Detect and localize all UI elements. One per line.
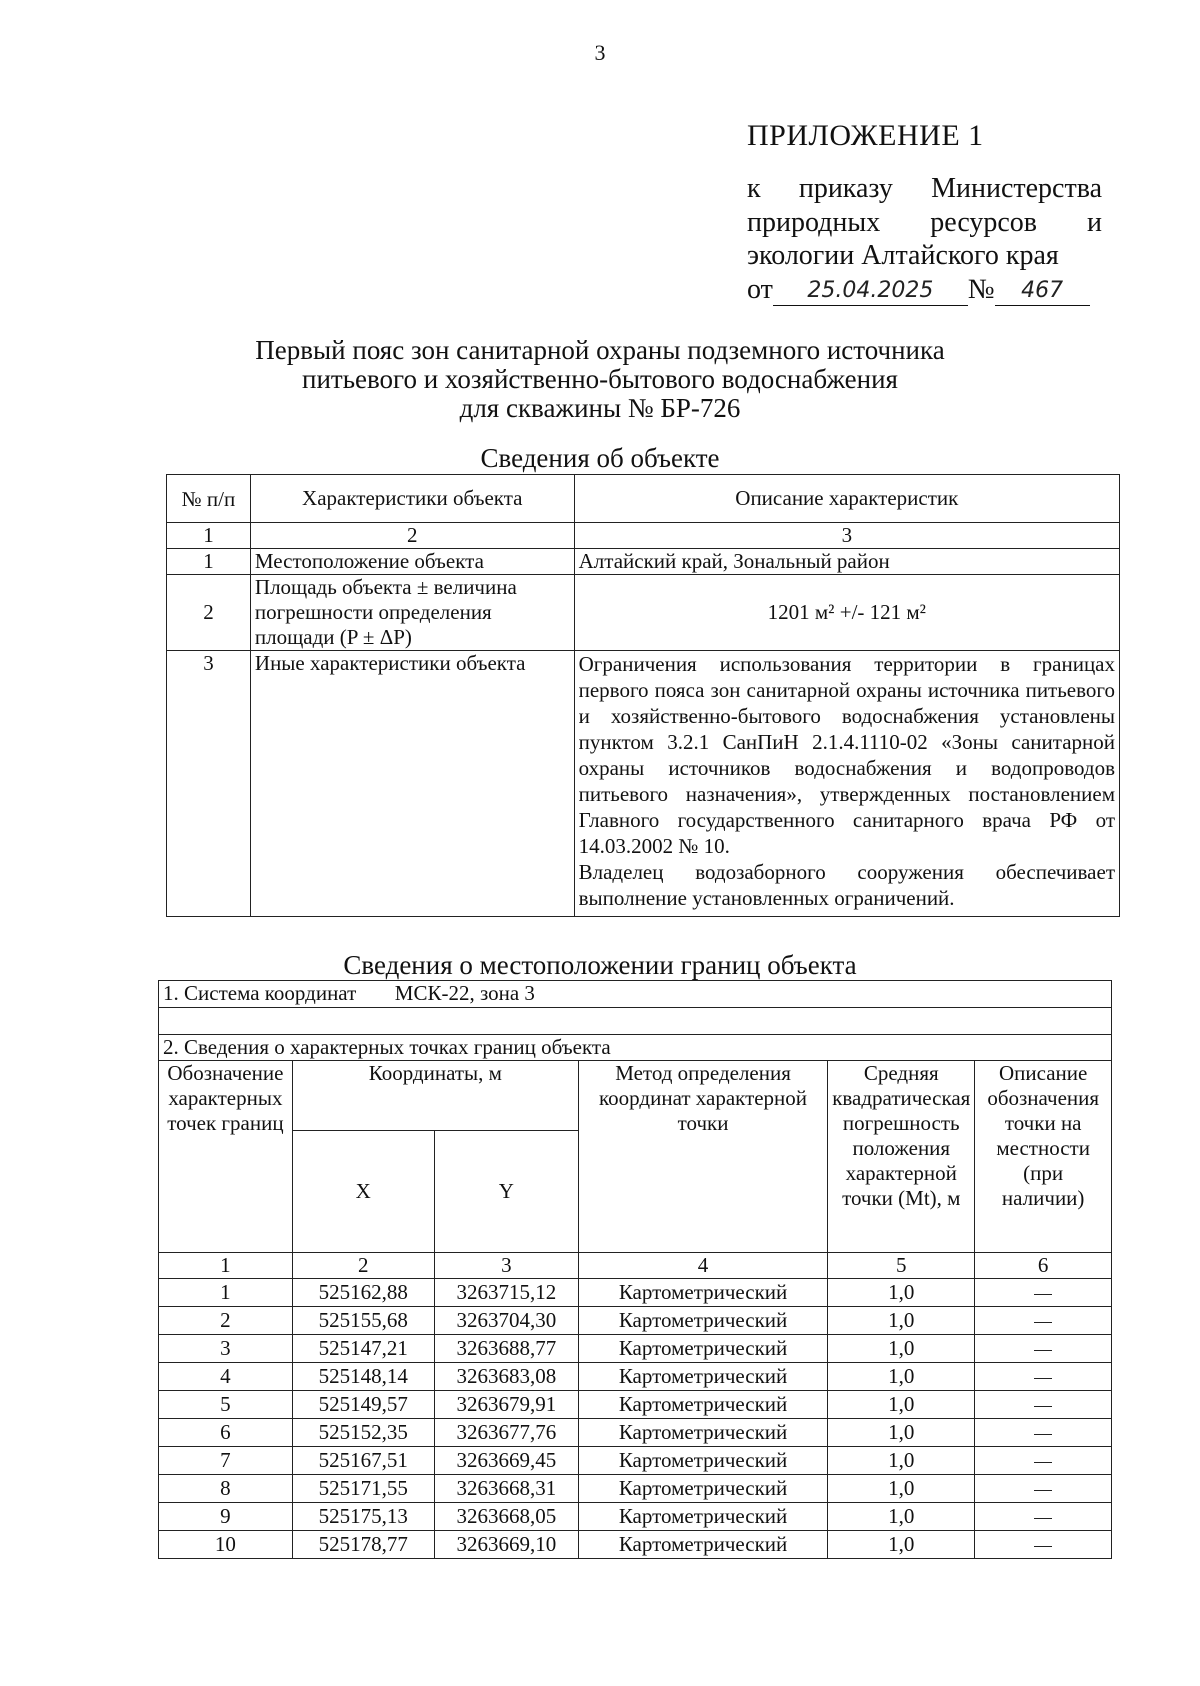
annex-line-2-c: и xyxy=(1087,206,1102,238)
dash-mark xyxy=(1034,1406,1052,1407)
document-title xyxy=(0,336,1200,423)
point-y: 3263679,91 xyxy=(434,1391,578,1419)
object-info-title: Сведения об объекте xyxy=(480,443,720,473)
point-x: 525152,35 xyxy=(292,1419,434,1447)
point-row xyxy=(159,1447,1112,1475)
annex-line-2-a: природных xyxy=(747,206,881,238)
bcolnum-5: 5 xyxy=(828,1253,975,1279)
point-x: 525149,57 xyxy=(292,1391,434,1419)
annex-line-1-c: Министерства xyxy=(931,173,1102,204)
object-info-header-row xyxy=(167,475,1120,523)
point-method: Картометрический xyxy=(578,1363,827,1391)
row-1-characteristic: Местоположение объекта xyxy=(250,549,574,575)
point-description xyxy=(975,1503,1112,1531)
point-method: Картометрический xyxy=(578,1419,827,1447)
point-id: 1 xyxy=(159,1279,293,1307)
point-row xyxy=(159,1391,1112,1419)
annex-line-2 xyxy=(747,206,1102,240)
point-id: 7 xyxy=(159,1447,293,1475)
object-info-row-1 xyxy=(167,549,1120,575)
point-mt: 1,0 xyxy=(828,1307,975,1335)
dash-mark xyxy=(1034,1546,1052,1547)
header-num: № п/п xyxy=(167,475,251,523)
page-number: 3 xyxy=(594,40,606,65)
row-3-num: 3 xyxy=(167,651,251,917)
point-method: Картометрический xyxy=(578,1335,827,1363)
annex-line-1 xyxy=(747,172,1102,206)
point-x: 525171,55 xyxy=(292,1475,434,1503)
document-title-line-2: питьевого и хозяйственно-бытового водоснабжения xyxy=(302,364,898,394)
spacer-row xyxy=(159,1008,1112,1035)
number-label: № xyxy=(967,273,995,305)
header-y: Y xyxy=(434,1131,578,1253)
header-designation: Обозначение характерных точек границ xyxy=(159,1061,293,1253)
point-description xyxy=(975,1447,1112,1475)
header-characteristic: Характеристики объекта xyxy=(250,475,574,523)
row-2-description: 1201 м² +/- 121 м² xyxy=(574,575,1119,651)
colnum-1: 1 xyxy=(167,523,251,549)
point-row xyxy=(159,1363,1112,1391)
row-3-characteristic: Иные характеристики объекта xyxy=(250,651,574,917)
from-label: от xyxy=(747,273,773,305)
point-id: 6 xyxy=(159,1419,293,1447)
point-x: 525162,88 xyxy=(292,1279,434,1307)
handwritten-number: 467 xyxy=(995,279,1090,306)
point-mt: 1,0 xyxy=(828,1419,975,1447)
point-y: 3263669,45 xyxy=(434,1447,578,1475)
handwritten-date: 25.04.2025 xyxy=(773,279,968,306)
coord-system-cell xyxy=(159,981,1112,1008)
boundary-colnum-row xyxy=(159,1253,1112,1279)
document-title-line-1: Первый пояс зон санитарной охраны подземного источника xyxy=(255,335,945,365)
coord-system-value: МСК-22, зона 3 xyxy=(394,981,535,1005)
bcolnum-6: 6 xyxy=(975,1253,1112,1279)
document-title-line-3: для скважины № БР-726 xyxy=(459,393,741,423)
point-method: Картометрический xyxy=(578,1475,827,1503)
spacer-cell xyxy=(159,1008,1112,1035)
coord-system-label: 1. Система координат xyxy=(163,981,357,1005)
point-method: Картометрический xyxy=(578,1531,827,1559)
row-1-num: 1 xyxy=(167,549,251,575)
row-2-num: 2 xyxy=(167,575,251,651)
point-row xyxy=(159,1419,1112,1447)
bcolnum-4: 4 xyxy=(578,1253,827,1279)
point-row xyxy=(159,1503,1112,1531)
boundary-header-row-1 xyxy=(159,1061,1112,1131)
annex-title: ПРИЛОЖЕНИЕ 1 xyxy=(747,119,984,152)
point-mt: 1,0 xyxy=(828,1335,975,1363)
annex-line-1-a: к xyxy=(747,173,761,204)
object-info-table xyxy=(166,474,1120,917)
colnum-3: 3 xyxy=(574,523,1119,549)
header-x: X xyxy=(292,1131,434,1253)
point-y: 3263677,76 xyxy=(434,1419,578,1447)
header-method: Метод определения координат характерной точки xyxy=(578,1061,827,1253)
point-description xyxy=(975,1419,1112,1447)
object-info-row-3 xyxy=(167,651,1120,917)
point-y: 3263668,31 xyxy=(434,1475,578,1503)
point-row xyxy=(159,1335,1112,1363)
point-description xyxy=(975,1531,1112,1559)
point-row xyxy=(159,1531,1112,1559)
header-point-description: Описание обозначения точки на местности (при наличии) xyxy=(975,1061,1112,1253)
row-3-description: Ограничения использования территории в границах первого пояса зон санитарной охраны источника питьевого и хозяйственно-бытового водоснабжения установлены пунктом 3.2.1 СанПиН 2.1.4.1110-02 «Зоны санитарной охраны источников водоснабжения и водопроводов питьевого назначения», утвержденных постановлением Главного государственного санитарного врача РФ от 14.03.2002 № 10. xyxy=(578,652,1115,858)
points-label-row xyxy=(159,1035,1112,1061)
point-x: 525148,14 xyxy=(292,1363,434,1391)
point-description xyxy=(975,1475,1112,1503)
point-description xyxy=(975,1391,1112,1419)
row-1-description: Алтайский край, Зональный район xyxy=(574,549,1119,575)
point-method: Картометрический xyxy=(578,1503,827,1531)
annex-date-number-line xyxy=(747,273,1102,307)
bcolnum-3: 3 xyxy=(434,1253,578,1279)
annex-line-2-b: ресурсов xyxy=(930,206,1038,238)
row-2-characteristic: Площадь объекта ± величина погрешности определения площади (P ± ΔP) xyxy=(250,575,574,651)
dash-mark xyxy=(1034,1350,1052,1351)
point-method: Картометрический xyxy=(578,1279,827,1307)
bcolnum-2: 2 xyxy=(292,1253,434,1279)
dash-mark xyxy=(1034,1322,1052,1323)
point-y: 3263715,12 xyxy=(434,1279,578,1307)
header-error: Средняя квадратическая погрешность положения характерной точки (Mt), м xyxy=(828,1061,975,1253)
coord-system-row xyxy=(159,981,1112,1008)
point-mt: 1,0 xyxy=(828,1391,975,1419)
point-id: 8 xyxy=(159,1475,293,1503)
point-x: 525178,77 xyxy=(292,1531,434,1559)
header-coordinates: Координаты, м xyxy=(292,1061,578,1131)
dash-mark xyxy=(1034,1378,1052,1379)
point-description xyxy=(975,1279,1112,1307)
point-x: 525175,13 xyxy=(292,1503,434,1531)
dash-mark xyxy=(1034,1490,1052,1491)
point-description xyxy=(975,1363,1112,1391)
row-3-description-2: Владелец водозаборного сооружения обеспечивает выполнение установленных ограничений. xyxy=(578,860,1115,910)
point-row xyxy=(159,1279,1112,1307)
point-mt: 1,0 xyxy=(828,1447,975,1475)
points-body xyxy=(159,1279,1112,1559)
point-id: 10 xyxy=(159,1531,293,1559)
boundary-info-table xyxy=(158,980,1112,1559)
point-y: 3263688,77 xyxy=(434,1335,578,1363)
dash-mark xyxy=(1034,1434,1052,1435)
dash-mark xyxy=(1034,1294,1052,1295)
point-mt: 1,0 xyxy=(828,1531,975,1559)
point-x: 525167,51 xyxy=(292,1447,434,1475)
object-info-row-2 xyxy=(167,575,1120,651)
point-x: 525147,21 xyxy=(292,1335,434,1363)
header-description: Описание характеристик xyxy=(574,475,1119,523)
point-y: 3263668,05 xyxy=(434,1503,578,1531)
point-id: 5 xyxy=(159,1391,293,1419)
point-id: 9 xyxy=(159,1503,293,1531)
point-y: 3263669,10 xyxy=(434,1531,578,1559)
colnum-2: 2 xyxy=(250,523,574,549)
point-row xyxy=(159,1307,1112,1335)
point-x: 525155,68 xyxy=(292,1307,434,1335)
annex-line-1-b: приказу xyxy=(798,173,893,204)
point-id: 2 xyxy=(159,1307,293,1335)
bcolnum-1: 1 xyxy=(159,1253,293,1279)
point-method: Картометрический xyxy=(578,1447,827,1475)
point-y: 3263683,08 xyxy=(434,1363,578,1391)
point-description xyxy=(975,1307,1112,1335)
point-mt: 1,0 xyxy=(828,1363,975,1391)
point-mt: 1,0 xyxy=(828,1279,975,1307)
point-row xyxy=(159,1475,1112,1503)
row-3-description-cell xyxy=(574,651,1119,917)
point-mt: 1,0 xyxy=(828,1475,975,1503)
object-info-colnum-row xyxy=(167,523,1120,549)
dash-mark xyxy=(1034,1462,1052,1463)
point-id: 3 xyxy=(159,1335,293,1363)
point-description xyxy=(975,1335,1112,1363)
point-id: 4 xyxy=(159,1363,293,1391)
dash-mark xyxy=(1034,1518,1052,1519)
point-y: 3263704,30 xyxy=(434,1307,578,1335)
point-method: Картометрический xyxy=(578,1391,827,1419)
point-method: Картометрический xyxy=(578,1307,827,1335)
annex-block xyxy=(747,118,1102,306)
points-label: 2. Сведения о характерных точках границ объекта xyxy=(159,1035,1112,1061)
point-mt: 1,0 xyxy=(828,1503,975,1531)
boundary-info-title: Сведения о местоположении границ объекта xyxy=(343,950,857,980)
annex-line-3: экологии Алтайского края xyxy=(747,240,1059,272)
